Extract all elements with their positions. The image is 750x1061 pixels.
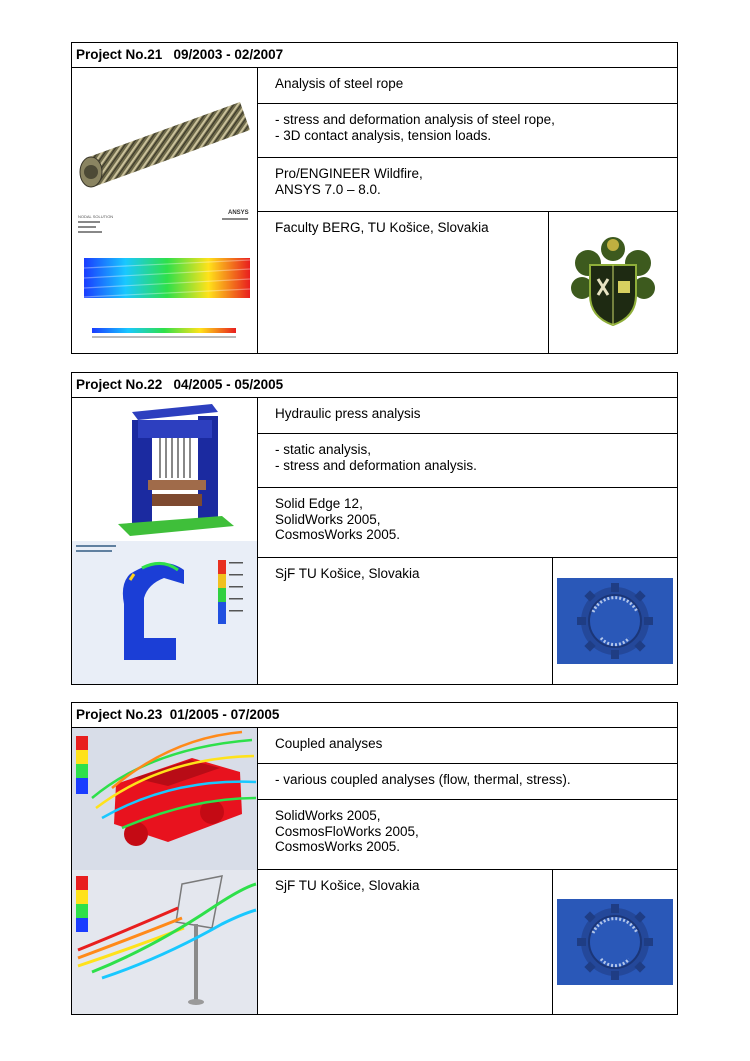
project-header: Project No.22 04/2005 - 05/2005 — [72, 373, 677, 398]
institution-logo-cell — [548, 212, 677, 353]
press-frame-stress-plot-image — [72, 541, 258, 684]
project-21 — [71, 42, 678, 354]
faculty-berg-coat-of-arms-logo — [568, 233, 658, 333]
project-images — [72, 398, 258, 684]
svg-text:ANSYS: ANSYS — [228, 210, 249, 216]
ansys-stress-plot-image — [78, 210, 250, 338]
project-images — [72, 728, 258, 1014]
project-institution: SjF TU Košice, Slovakia — [275, 878, 420, 893]
project-22 — [71, 372, 678, 685]
project-header: Project No.21 09/2003 - 02/2007 — [72, 43, 677, 68]
project-title: Coupled analyses — [258, 728, 677, 764]
project-description: - stress and deformation analysis of steel rope, - 3D contact analysis, tension loads. — [258, 104, 677, 158]
vehicle-flow-trajectories-image — [72, 728, 258, 870]
hydraulic-press-model-image — [72, 398, 258, 541]
project-software: Pro/ENGINEER Wildfire, ANSYS 7.0 – 8.0. — [258, 158, 677, 212]
project-images — [72, 68, 258, 353]
project-institution: SjF TU Košice, Slovakia — [275, 566, 420, 581]
institution-logo-cell — [552, 558, 677, 684]
svg-text:NODAL SOLUTION: NODAL SOLUTION — [78, 214, 114, 219]
project-23 — [71, 702, 678, 1015]
sjf-gear-logo — [557, 899, 673, 985]
project-title: Analysis of steel rope — [258, 68, 677, 104]
project-description: - static analysis, - stress and deformation analysis. — [258, 434, 677, 488]
sjf-gear-logo — [557, 578, 673, 664]
project-software: SolidWorks 2005, CosmosFloWorks 2005, CosmosWorks 2005. — [258, 800, 677, 870]
project-header: Project No.23 01/2005 - 07/2005 — [72, 703, 677, 728]
project-software: Solid Edge 12, SolidWorks 2005, CosmosWorks 2005. — [258, 488, 677, 558]
project-institution: Faculty BERG, TU Košice, Slovakia — [275, 220, 489, 235]
project-description: - various coupled analyses (flow, thermal, stress). — [258, 764, 677, 800]
institution-logo-cell — [552, 870, 677, 1014]
steel-rope-model-image — [80, 102, 250, 187]
project-title: Hydraulic press analysis — [258, 398, 677, 434]
sign-flow-trajectories-image — [72, 870, 258, 1014]
